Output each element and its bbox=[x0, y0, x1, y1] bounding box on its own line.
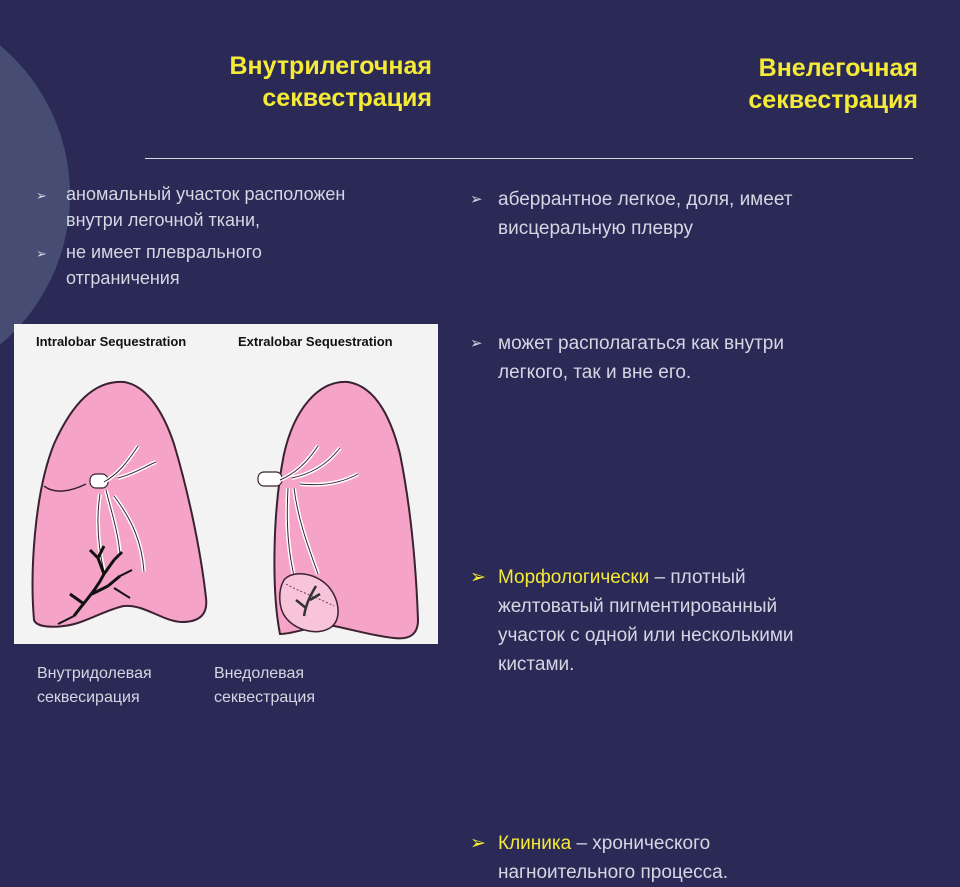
list-item: ➢ может располагаться как внутри легкого, так и вне его. bbox=[468, 329, 908, 387]
list-item: ➢ аномальный участок расположен внутри легочной ткани, bbox=[36, 184, 346, 230]
bullet-arrow-icon: ➢ bbox=[36, 188, 47, 203]
bullet-arrow-icon: ➢ bbox=[470, 567, 486, 588]
title-extralobar: Внелегочная секвестрация bbox=[748, 54, 918, 114]
list-item: ➢ не имеет плеврального отграничения bbox=[36, 242, 262, 288]
list-item: ➢ Клиника – хронического нагноительного процесса. bbox=[468, 829, 908, 887]
caption-intralobar: Внутридолевая секвесирация bbox=[37, 665, 152, 706]
bullet-arrow-icon: ➢ bbox=[470, 833, 486, 854]
bullet-arrow-icon: ➢ bbox=[470, 191, 483, 208]
left-bullet-list bbox=[36, 181, 446, 297]
bullet-arrow-icon: ➢ bbox=[36, 246, 47, 261]
right-bullet-list bbox=[468, 185, 908, 883]
bullet-arrow-icon: ➢ bbox=[470, 335, 483, 352]
caption-extralobar: Внедолевая секвестрация bbox=[214, 665, 316, 706]
list-item: ➢ аберрантное легкое, доля, имеет висцеральную плевру bbox=[468, 185, 908, 243]
highlight-term: Клиника bbox=[498, 833, 572, 854]
extralobar-lung-icon bbox=[258, 382, 418, 638]
highlight-term: Морфологически bbox=[498, 567, 650, 588]
lung-illustration bbox=[14, 324, 438, 644]
lung-sequestration-figure bbox=[14, 324, 438, 644]
figure-label-intralobar: Intralobar Sequestration bbox=[36, 334, 187, 349]
divider-line bbox=[145, 158, 913, 159]
figure-label-extralobar: Extralobar Sequestration bbox=[238, 334, 393, 349]
intralobar-lung-icon bbox=[33, 382, 207, 627]
title-intralobar: Внутрилегочная секвестрация bbox=[229, 52, 432, 112]
list-item: ➢ Морфологически – плотный желтоватый пигментированный участок с одной или несколькими кистами. bbox=[468, 563, 908, 679]
